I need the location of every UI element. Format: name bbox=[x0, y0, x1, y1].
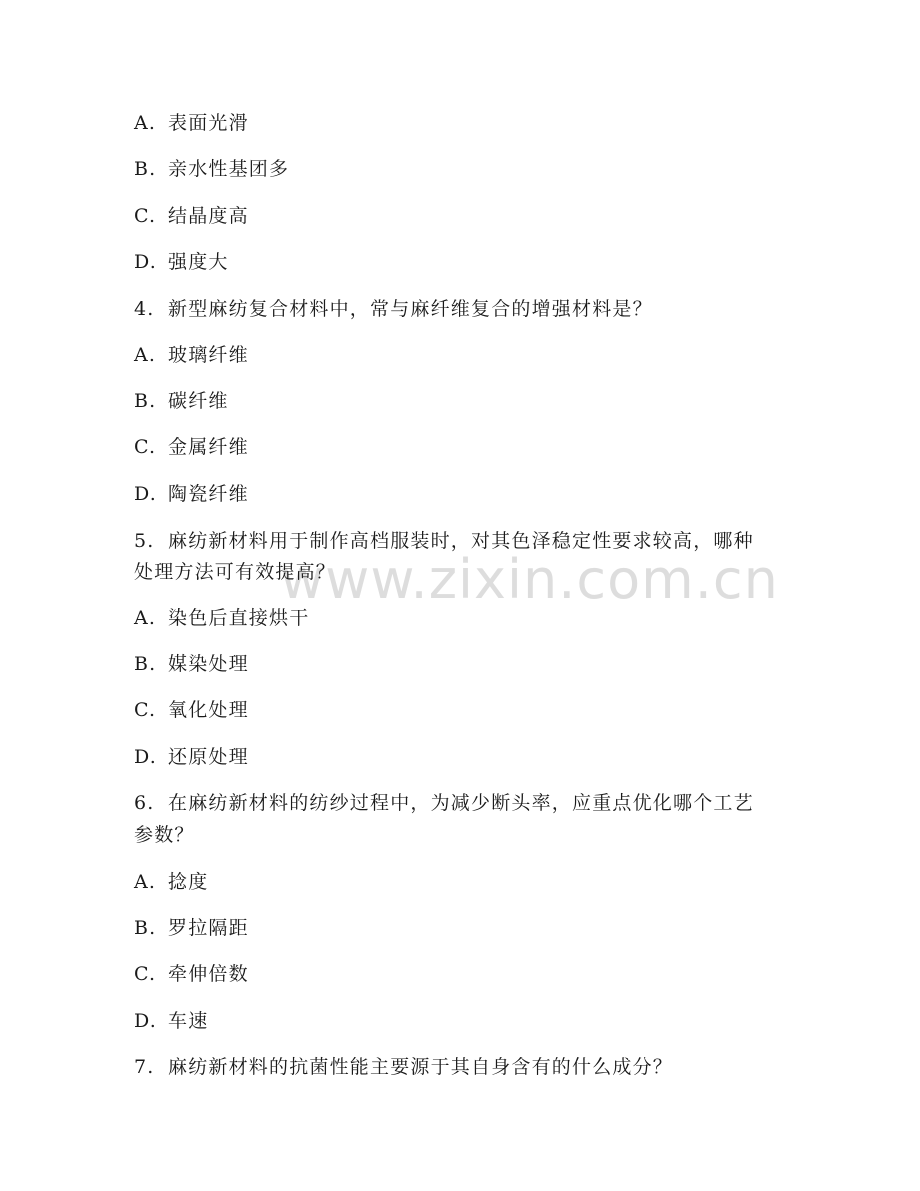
option-label: C. bbox=[134, 205, 157, 227]
q3-option-a bbox=[134, 112, 794, 135]
option-text: 车速 bbox=[168, 1010, 209, 1032]
q3-option-d bbox=[134, 251, 794, 274]
q5-option-a bbox=[134, 607, 794, 630]
option-text: 牵伸倍数 bbox=[168, 963, 249, 985]
q5-option-b bbox=[134, 653, 794, 676]
option-label: B. bbox=[134, 653, 157, 675]
question-4 bbox=[134, 298, 794, 321]
question-text: 麻纺新材料的抗菌性能主要源于其自身含有的什么成分？ bbox=[168, 1056, 674, 1078]
option-text: 染色后直接烘干 bbox=[168, 607, 310, 629]
question-text-continued: 处理方法可有效提高？ bbox=[134, 561, 337, 583]
question-7 bbox=[134, 1056, 794, 1079]
q5-option-c bbox=[134, 699, 794, 722]
option-label: B. bbox=[134, 390, 157, 412]
option-text: 金属纤维 bbox=[168, 436, 249, 458]
option-text: 亲水性基团多 bbox=[168, 158, 290, 180]
option-text: 玻璃纤维 bbox=[168, 344, 249, 366]
option-text: 表面光滑 bbox=[168, 112, 249, 134]
option-label: A. bbox=[134, 607, 157, 629]
question-number: 7. bbox=[134, 1056, 155, 1078]
option-label: B. bbox=[134, 917, 157, 939]
option-label: D. bbox=[134, 746, 157, 768]
option-text: 捻度 bbox=[168, 871, 209, 893]
q6-option-a bbox=[134, 871, 794, 894]
question-6-line-1 bbox=[134, 792, 794, 815]
option-label: A. bbox=[134, 871, 157, 893]
q4-option-d bbox=[134, 483, 794, 506]
question-text: 麻纺新材料用于制作高档服装时，对其色泽稳定性要求较高，哪种 bbox=[168, 530, 754, 552]
question-text: 新型麻纺复合材料中，常与麻纤维复合的增强材料是？ bbox=[168, 298, 653, 320]
option-text: 碳纤维 bbox=[168, 390, 229, 412]
q5-option-d bbox=[134, 746, 794, 769]
option-label: C. bbox=[134, 963, 157, 985]
question-5-line-2 bbox=[134, 561, 794, 584]
option-text: 结晶度高 bbox=[168, 205, 249, 227]
q6-option-b bbox=[134, 917, 794, 940]
option-label: A. bbox=[134, 112, 157, 134]
question-6-line-2 bbox=[134, 824, 794, 847]
option-text: 罗拉隔距 bbox=[168, 917, 249, 939]
option-label: C. bbox=[134, 699, 157, 721]
option-label: D. bbox=[134, 1010, 157, 1032]
option-label: A. bbox=[134, 344, 157, 366]
question-number: 5. bbox=[134, 530, 155, 552]
option-label: D. bbox=[134, 483, 157, 505]
option-text: 陶瓷纤维 bbox=[168, 483, 249, 505]
question-text: 在麻纺新材料的纺纱过程中，为减少断头率，应重点优化哪个工艺 bbox=[168, 792, 754, 814]
option-text: 媒染处理 bbox=[168, 653, 249, 675]
option-text: 强度大 bbox=[168, 251, 229, 273]
q3-option-c bbox=[134, 205, 794, 228]
option-label: B. bbox=[134, 158, 157, 180]
option-label: C. bbox=[134, 436, 157, 458]
q6-option-d bbox=[134, 1010, 794, 1033]
watermark: www.zixin.com.cn bbox=[280, 548, 779, 611]
q6-option-c bbox=[134, 963, 794, 986]
q4-option-b bbox=[134, 390, 794, 413]
q4-option-a bbox=[134, 344, 794, 367]
q4-option-c bbox=[134, 436, 794, 459]
question-number: 4. bbox=[134, 298, 155, 320]
option-label: D. bbox=[134, 251, 157, 273]
question-text-continued: 参数？ bbox=[134, 824, 195, 846]
q3-option-b bbox=[134, 158, 794, 181]
question-number: 6. bbox=[134, 792, 155, 814]
option-text: 氧化处理 bbox=[168, 699, 249, 721]
option-text: 还原处理 bbox=[168, 746, 249, 768]
question-5-line-1 bbox=[134, 530, 794, 553]
